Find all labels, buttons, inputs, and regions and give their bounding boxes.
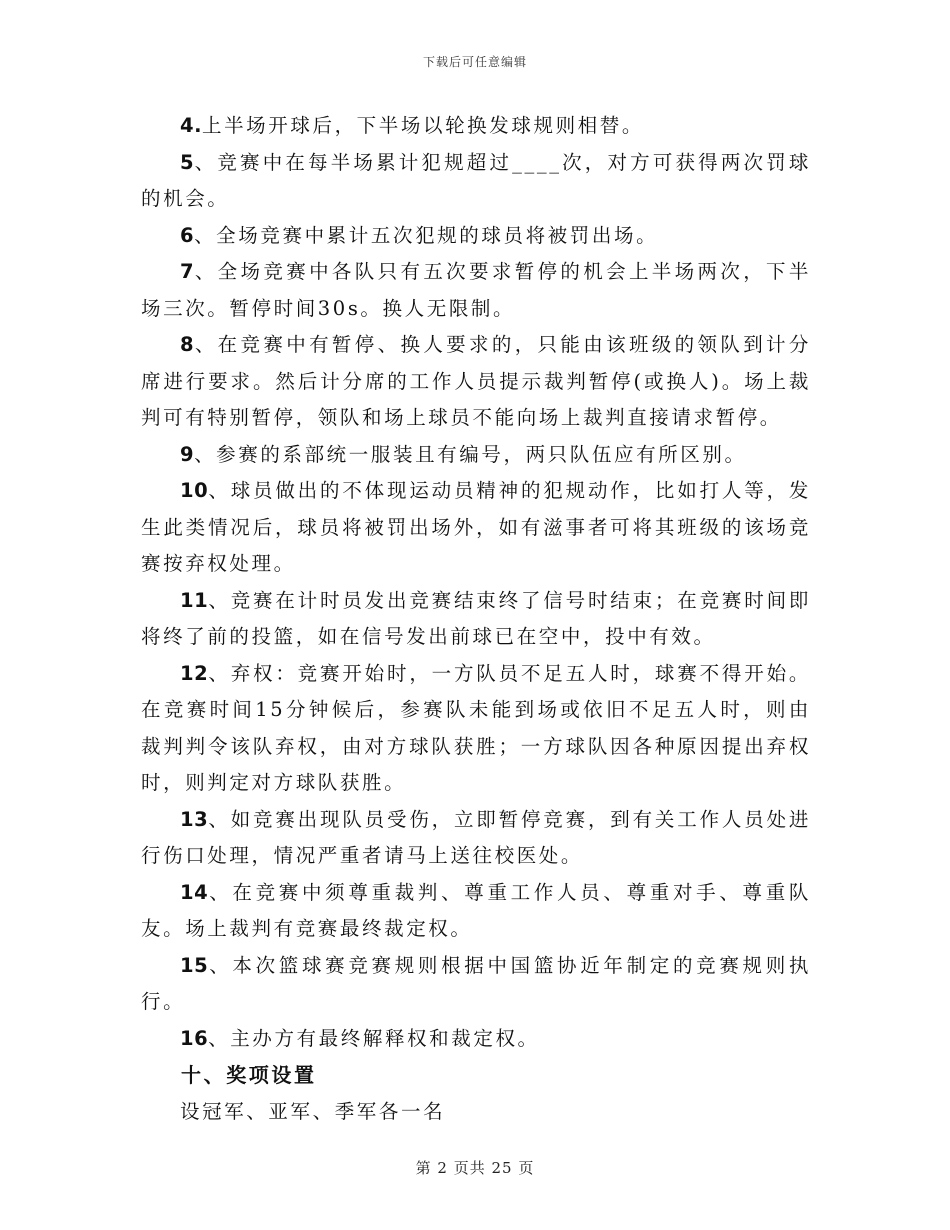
rule-text: 、在竞赛中有暂停、换人要求的，只能由该班级的领队到计分席进行要求。然后计分席的工作人员提示裁判暂停(或换人)。场上裁判可有特别暂停，领队和场上球员不能向场上裁判直接请求暂停。 xyxy=(141,333,811,429)
rule-text: 、参赛的系部统一服装且有编号，两只队伍应有所区别。 xyxy=(194,442,747,466)
rule-number: 16 xyxy=(180,1026,209,1050)
rule-paragraph-14 xyxy=(141,875,811,948)
rule-text: 、如竞赛出现队员受伤，立即暂停竞赛，到有关工作人员处进行伤口处理，情况严重者请马上送往校医处。 xyxy=(141,807,811,867)
rule-paragraph-11 xyxy=(141,583,811,656)
rule-text: 、球员做出的不体现运动员精神的犯规动作，比如打人等，发生此类情况后，球员将被罚出场外，如有滋事者可将其班级的该场竞赛按弃权处理。 xyxy=(141,479,811,575)
rule-text: 、全场竞赛中各队只有五次要求暂停的机会上半场两次，下半场三次。暂停时间30s。换人无限制。 xyxy=(141,260,811,320)
document-body xyxy=(141,108,811,1130)
rule-number: 9 xyxy=(180,442,195,466)
rule-paragraph-9 xyxy=(141,437,811,474)
rule-number: 10 xyxy=(180,479,209,502)
rule-text: 、全场竞赛中累计五次犯规的球员将被罚出场。 xyxy=(194,223,659,247)
page-header: 下载后可任意编辑 xyxy=(422,55,527,69)
rule-number: 15 xyxy=(180,953,209,977)
rule-number: 5 xyxy=(180,150,195,174)
section-heading: 十、奖项设置 xyxy=(181,1063,317,1087)
rule-number: 4. xyxy=(180,114,202,137)
rule-paragraph-13 xyxy=(141,802,811,875)
rule-number: 14 xyxy=(180,880,209,904)
rule-text: 、弃权：竞赛开始时，一方队员不足五人时，球赛不得开始。在竞赛时间15分钟候后，参赛队未能到场或依旧不足五人时，则由裁判判令该队弃权，由对方球队获胜；一方球队因各种原因提出弃权时，则判定对方球队获胜。 xyxy=(141,661,811,794)
rule-number: 12 xyxy=(180,661,209,685)
rule-paragraph-8 xyxy=(141,327,811,437)
rule-text: 、竞赛中在每半场累计犯规超过____次，对方可获得两次罚球的机会。 xyxy=(141,150,811,210)
rule-paragraph-15 xyxy=(141,948,811,1021)
rule-text: 、在竞赛中须尊重裁判、尊重工作人员、尊重对手、尊重队友。场上裁判有竞赛最终裁定权。 xyxy=(141,880,811,940)
rule-paragraph-5 xyxy=(141,145,811,218)
rule-number: 7 xyxy=(180,260,195,283)
section-body: 设冠军、亚军、季军各一名 xyxy=(180,1099,446,1123)
rule-paragraph-6 xyxy=(141,218,811,255)
rule-text: 、竞赛在计时员发出竞赛结束终了信号时结束；在竞赛时间即将终了前的投篮，如在信号发出前球已在空中，投中有效。 xyxy=(141,588,811,648)
rule-paragraph-12 xyxy=(141,656,811,802)
rule-text: 、本次篮球赛竞赛规则根据中国篮协近年制定的竞赛规则执行。 xyxy=(141,953,811,1013)
rule-paragraph-4 xyxy=(141,108,811,145)
rule-number: 11 xyxy=(180,588,209,612)
rule-number: 13 xyxy=(180,807,209,831)
rule-paragraph-7 xyxy=(141,254,811,327)
rule-number: 8 xyxy=(180,333,195,356)
rule-text: 上半场开球后，下半场以轮换发球规则相替。 xyxy=(201,114,644,137)
rule-paragraph-10 xyxy=(141,473,811,583)
rule-paragraph-16 xyxy=(141,1021,811,1058)
rule-text: 、主办方有最终解释权和裁定权。 xyxy=(208,1026,540,1050)
page-footer: 第 2 页共 25 页 xyxy=(415,1159,535,1177)
rule-number: 6 xyxy=(180,223,195,247)
